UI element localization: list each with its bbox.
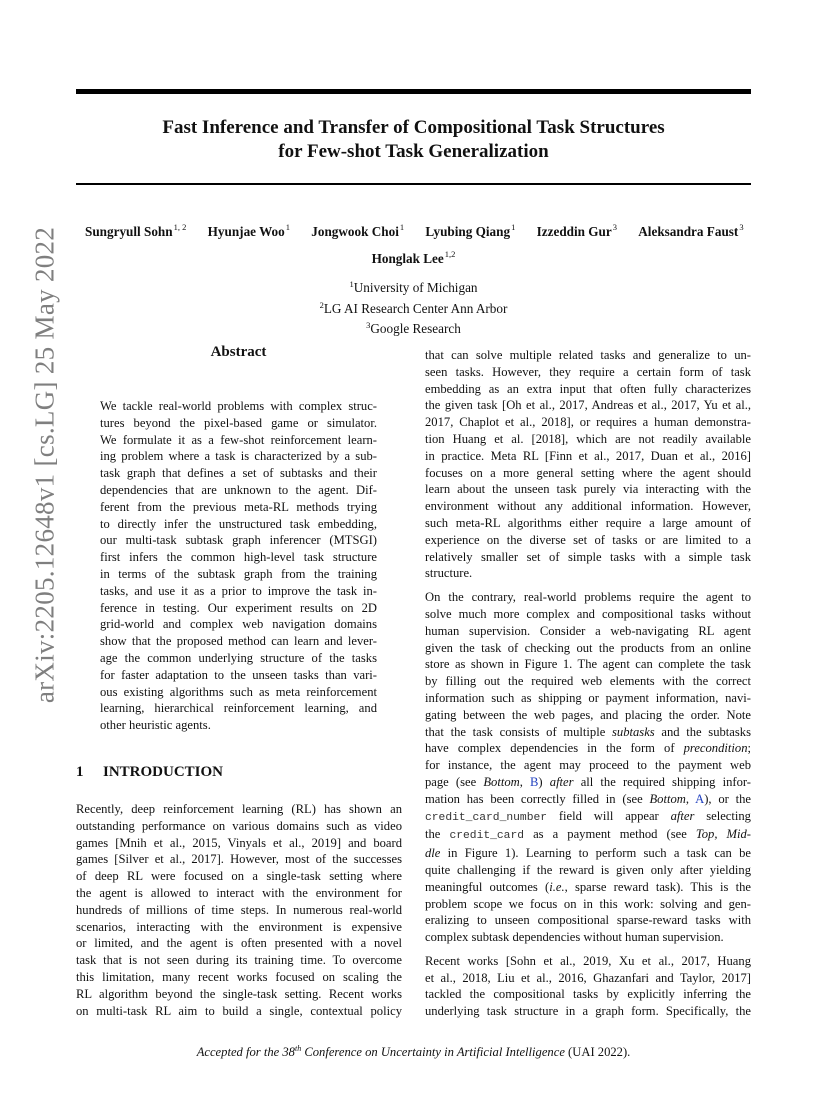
text-line: seen tasks. However, they require a certain form of task	[425, 364, 751, 379]
emphasis: i.e.	[549, 879, 565, 894]
figure-link-b[interactable]: B	[530, 774, 539, 789]
text-line: embedding as an extra input that often fully characterizes	[425, 381, 751, 396]
author-name: Lyubing Qiang	[425, 224, 511, 239]
top-rule	[76, 89, 751, 94]
intro-right-column	[425, 347, 751, 1020]
author-name: Izzeddin Gur	[536, 224, 612, 239]
paragraph-gap	[425, 946, 751, 953]
code-text: credit_card_number	[425, 811, 548, 824]
affiliation	[76, 297, 751, 318]
affiliation-text: University of Michigan	[353, 280, 478, 295]
text-line: the given task [Oh et al., 2017, Andreas et al., 2017, Yu et al.,	[425, 398, 751, 413]
text-run: ), or the	[704, 791, 751, 806]
text-run: and the subtasks	[654, 724, 751, 739]
text-line: to directly infer the unstructured task embedding,	[100, 516, 377, 531]
text-line: environment without any additional information. However,	[425, 499, 751, 514]
text-line: 2017, Chaplot et al., 2018], or requires a human demonstra-	[425, 415, 751, 430]
emphasis: Bottom	[483, 774, 520, 789]
author-name: Hyunjae Woo	[207, 224, 285, 239]
text-line: solve much more complex and compositional tasks without	[425, 606, 751, 621]
text-line: hundreds of millions of time steps. In numerous real-world	[76, 902, 402, 917]
abstract-body	[100, 398, 377, 734]
emphasis: after	[670, 808, 695, 823]
text-line: We formulate it as a few-shot reinforcement learn-	[100, 432, 377, 447]
text-line: gating between the web pages, and placing the order. Note	[425, 707, 751, 722]
section-number: 1	[76, 764, 84, 780]
text-line: by filling out the required web elements with the correct	[425, 674, 751, 689]
text-run: field will appear	[547, 808, 671, 823]
text-line: this limitation, many recent works focused on scaling the	[76, 969, 402, 984]
text-line: in terms of the subtask graph from the training	[100, 566, 377, 581]
title-line-1: Fast Inference and Transfer of Compositional Task Structures	[162, 117, 665, 138]
author	[208, 216, 290, 243]
author	[85, 216, 186, 243]
text-run: ,	[685, 791, 696, 806]
text-line: store as shown in Figure 1. The agent can complete the task	[425, 657, 751, 672]
text-run: all the required shipping infor-	[573, 774, 751, 789]
author	[311, 216, 404, 243]
text-line: complex subtask dependencies without human supervision.	[425, 930, 724, 945]
text-line: scenarios, interacting with the environment is expensive	[76, 919, 402, 934]
text-line: for instance, the agent may proceed to the payment web	[425, 758, 751, 773]
text-line: relatively smaller set of simple tasks with a simple task	[425, 549, 751, 564]
author-line-2	[76, 243, 751, 270]
text-line	[425, 724, 751, 741]
text-run: the	[425, 827, 450, 842]
section-heading	[76, 764, 223, 781]
text-run: page (see	[425, 774, 484, 789]
text-line: grid-world and complex web navigation domains	[100, 617, 377, 632]
footer-ordinal: th	[294, 1044, 302, 1053]
affiliation	[76, 317, 751, 338]
emphasis: subtasks	[612, 724, 655, 739]
emphasis: after	[549, 774, 574, 789]
paper-title	[76, 116, 751, 164]
author-affiliation-mark: 1,2	[444, 249, 456, 259]
text-line: ing problem where a task is characterized by a sub-	[100, 449, 377, 464]
text-line: underlying task structure in a graph form. Specifically, the	[425, 1004, 751, 1019]
author-name: Aleksandra Faust	[638, 224, 739, 239]
text-line: that can solve multiple related tasks and generalize to un-	[425, 348, 751, 362]
paragraph-gap	[425, 582, 751, 589]
emphasis: precondition	[683, 741, 748, 756]
code-text: credit_card	[449, 830, 525, 843]
text-line: information such as shipping or payment information, navi-	[425, 690, 751, 705]
author	[638, 216, 743, 243]
text-line: learning, hierarchical reinforcement learning, and	[100, 701, 377, 716]
title-rule	[76, 183, 751, 185]
affiliation-text: Google Research	[370, 321, 461, 336]
emphasis: dle	[425, 846, 441, 861]
text-line: the agent is allowed to interact with the environment for	[76, 885, 402, 900]
text-run: )	[538, 774, 550, 789]
arxiv-identifier-text: arXiv:2205.12648v1 [cs.LG] 25 May 2022	[29, 226, 60, 704]
text-line: games [Mnih et al., 2015, Vinyals et al., 2019] and board	[76, 835, 402, 850]
author-affiliation-mark: 1	[285, 222, 290, 232]
text-line: ference in testing. Our experiment results on 2D	[100, 600, 377, 615]
section-title: INTRODUCTION	[103, 764, 224, 780]
text-line: tion Huang et al. [2018], which are not readily available	[425, 431, 751, 446]
text-run: ;	[747, 741, 751, 756]
text-line	[425, 808, 751, 827]
author-name: Honglak Lee	[371, 251, 444, 266]
author	[372, 243, 456, 270]
text-line: ferent from the previous meta-RL methods trying	[100, 499, 377, 514]
author-affiliation-mark: 3	[739, 222, 744, 232]
intro-left-column	[76, 801, 402, 1019]
affiliation-mark: 2	[319, 299, 324, 310]
affiliation-mark: 1	[349, 279, 354, 289]
text-line: given the task of checking out the products from an online	[425, 640, 751, 655]
text-line: On the contrary, real-world problems require the agent to	[425, 590, 751, 605]
emphasis: Top, Mid-	[695, 827, 752, 842]
text-line: such meta-RL algorithms either require a large amount of	[425, 515, 751, 530]
text-line: task that is not seen during its training time. To overcome	[76, 953, 402, 968]
text-line: games [Silver et al., 2017]. However, most of the successes	[76, 852, 402, 867]
text-line: of deep RL were focused on a single-task setting where	[76, 869, 402, 884]
text-line: task graph that defines a set of subtasks and their	[100, 466, 377, 481]
author-affiliation-mark: 3	[612, 222, 617, 232]
author-affiliation-mark: 1	[399, 222, 405, 232]
text-line: quite challenging if the reward is given only after yielding	[425, 862, 751, 877]
text-line: We tackle real-world problems with complex struc-	[100, 399, 377, 413]
text-line: learn about the unseen task purely via interacting with the	[425, 482, 751, 497]
text-line: first infers the common high-level task structure	[100, 550, 377, 565]
text-line: tures beyond the pixel-based game or simulator.	[100, 415, 377, 430]
author-line-1	[76, 216, 751, 243]
text-run: ,	[519, 774, 531, 789]
text-run: meaningful outcomes (	[425, 879, 550, 894]
text-line: for faster adaptation to the unseen tasks than vari-	[100, 667, 377, 682]
text-line: on multi-task RL aim to build a single, contextual policy	[76, 1003, 402, 1018]
text-line: our multi-task subtask graph inferencer (MTSGI)	[100, 533, 377, 548]
text-line: eralizing to unseen compositional sparse-reward tasks with	[425, 913, 751, 928]
text-line: Recent works [Sohn et al., 2019, Xu et al., 2017, Huang	[425, 953, 751, 968]
text-run: as a payment method (see	[524, 827, 696, 842]
author-affiliation-mark: 1	[511, 222, 516, 232]
affiliation-mark: 3	[366, 320, 371, 330]
text-run: have complex dependencies in the form of	[425, 741, 684, 756]
text-line: problem scope we focus on in this work: solving and gen-	[425, 896, 751, 911]
text-line: human supervision. Consider a web-navigating RL agent	[425, 623, 751, 638]
text-line: in practice. Meta RL [Finn et al., 2017, Duan et al., 2016]	[425, 448, 751, 463]
footer-prefix: Accepted for the 38	[196, 1045, 295, 1059]
text-line	[425, 879, 751, 896]
emphasis: Bottom	[649, 791, 686, 806]
abstract-heading: Abstract	[210, 344, 267, 360]
affiliation-text: LG AI Research Center Ann Arbor	[323, 300, 508, 316]
footer-suffix: (UAI 2022).	[564, 1045, 631, 1059]
text-line: structure.	[425, 566, 473, 581]
text-line: other heuristic agents.	[100, 718, 211, 733]
affiliation	[76, 276, 751, 297]
title-line-2: for Few-shot Task Generalization	[278, 141, 549, 162]
text-line: show that the proposed method can learn and lever-	[100, 634, 377, 649]
text-line: RL algorithm beyond the single-task setting. Recent works	[76, 986, 402, 1001]
text-run: that the task consists of multiple	[425, 724, 612, 739]
author	[537, 216, 617, 243]
text-line: age the common underlying structure of the tasks	[100, 650, 377, 665]
text-line: tasks, and use it as a prior to improve the task in-	[100, 583, 377, 598]
text-line	[425, 740, 751, 757]
text-line: dependencies that are unknown to the agent. Dif-	[100, 482, 377, 497]
text-run: selecting	[694, 808, 751, 823]
text-line: tackled the compositional tasks by explicitly inferring the	[425, 987, 751, 1002]
affiliations	[76, 276, 751, 338]
author-name: Sungryull Sohn	[85, 224, 173, 239]
text-line: focuses on a more general setting where the agent should	[425, 465, 751, 480]
text-line: outstanding performance on various domains such as video	[76, 818, 402, 833]
text-run: mation has been correctly filled in (see	[425, 791, 650, 806]
author-affiliation-mark: 1, 2	[173, 222, 187, 232]
author	[425, 216, 515, 243]
venue-footer	[76, 1044, 751, 1060]
text-line	[425, 791, 751, 808]
author-list	[76, 216, 751, 270]
text-run: in Figure 1). Learning to perform such a task can be	[440, 846, 751, 861]
text-line: et al., 2018, Liu et al., 2016, Ghazanfari and Taylor, 2017]	[425, 970, 751, 985]
text-line	[425, 826, 751, 845]
text-line: or limited, and the agent is often presented with a novel	[76, 936, 402, 951]
text-line: ous existing algorithms such as meta reinforcement	[100, 684, 377, 699]
text-line	[425, 845, 751, 862]
text-line: experience on the diverse set of tasks or are limited to a	[425, 532, 751, 547]
author-name: Jongwook Choi	[311, 224, 399, 239]
figure-link-a[interactable]: A	[695, 791, 705, 806]
text-run: , sparse reward task). This is the	[564, 879, 751, 894]
text-line	[425, 774, 751, 791]
footer-venue: Conference on Uncertainty in Artificial Intelligence	[301, 1045, 565, 1059]
text-line: Recently, deep reinforcement learning (RL) has shown an	[76, 802, 402, 816]
